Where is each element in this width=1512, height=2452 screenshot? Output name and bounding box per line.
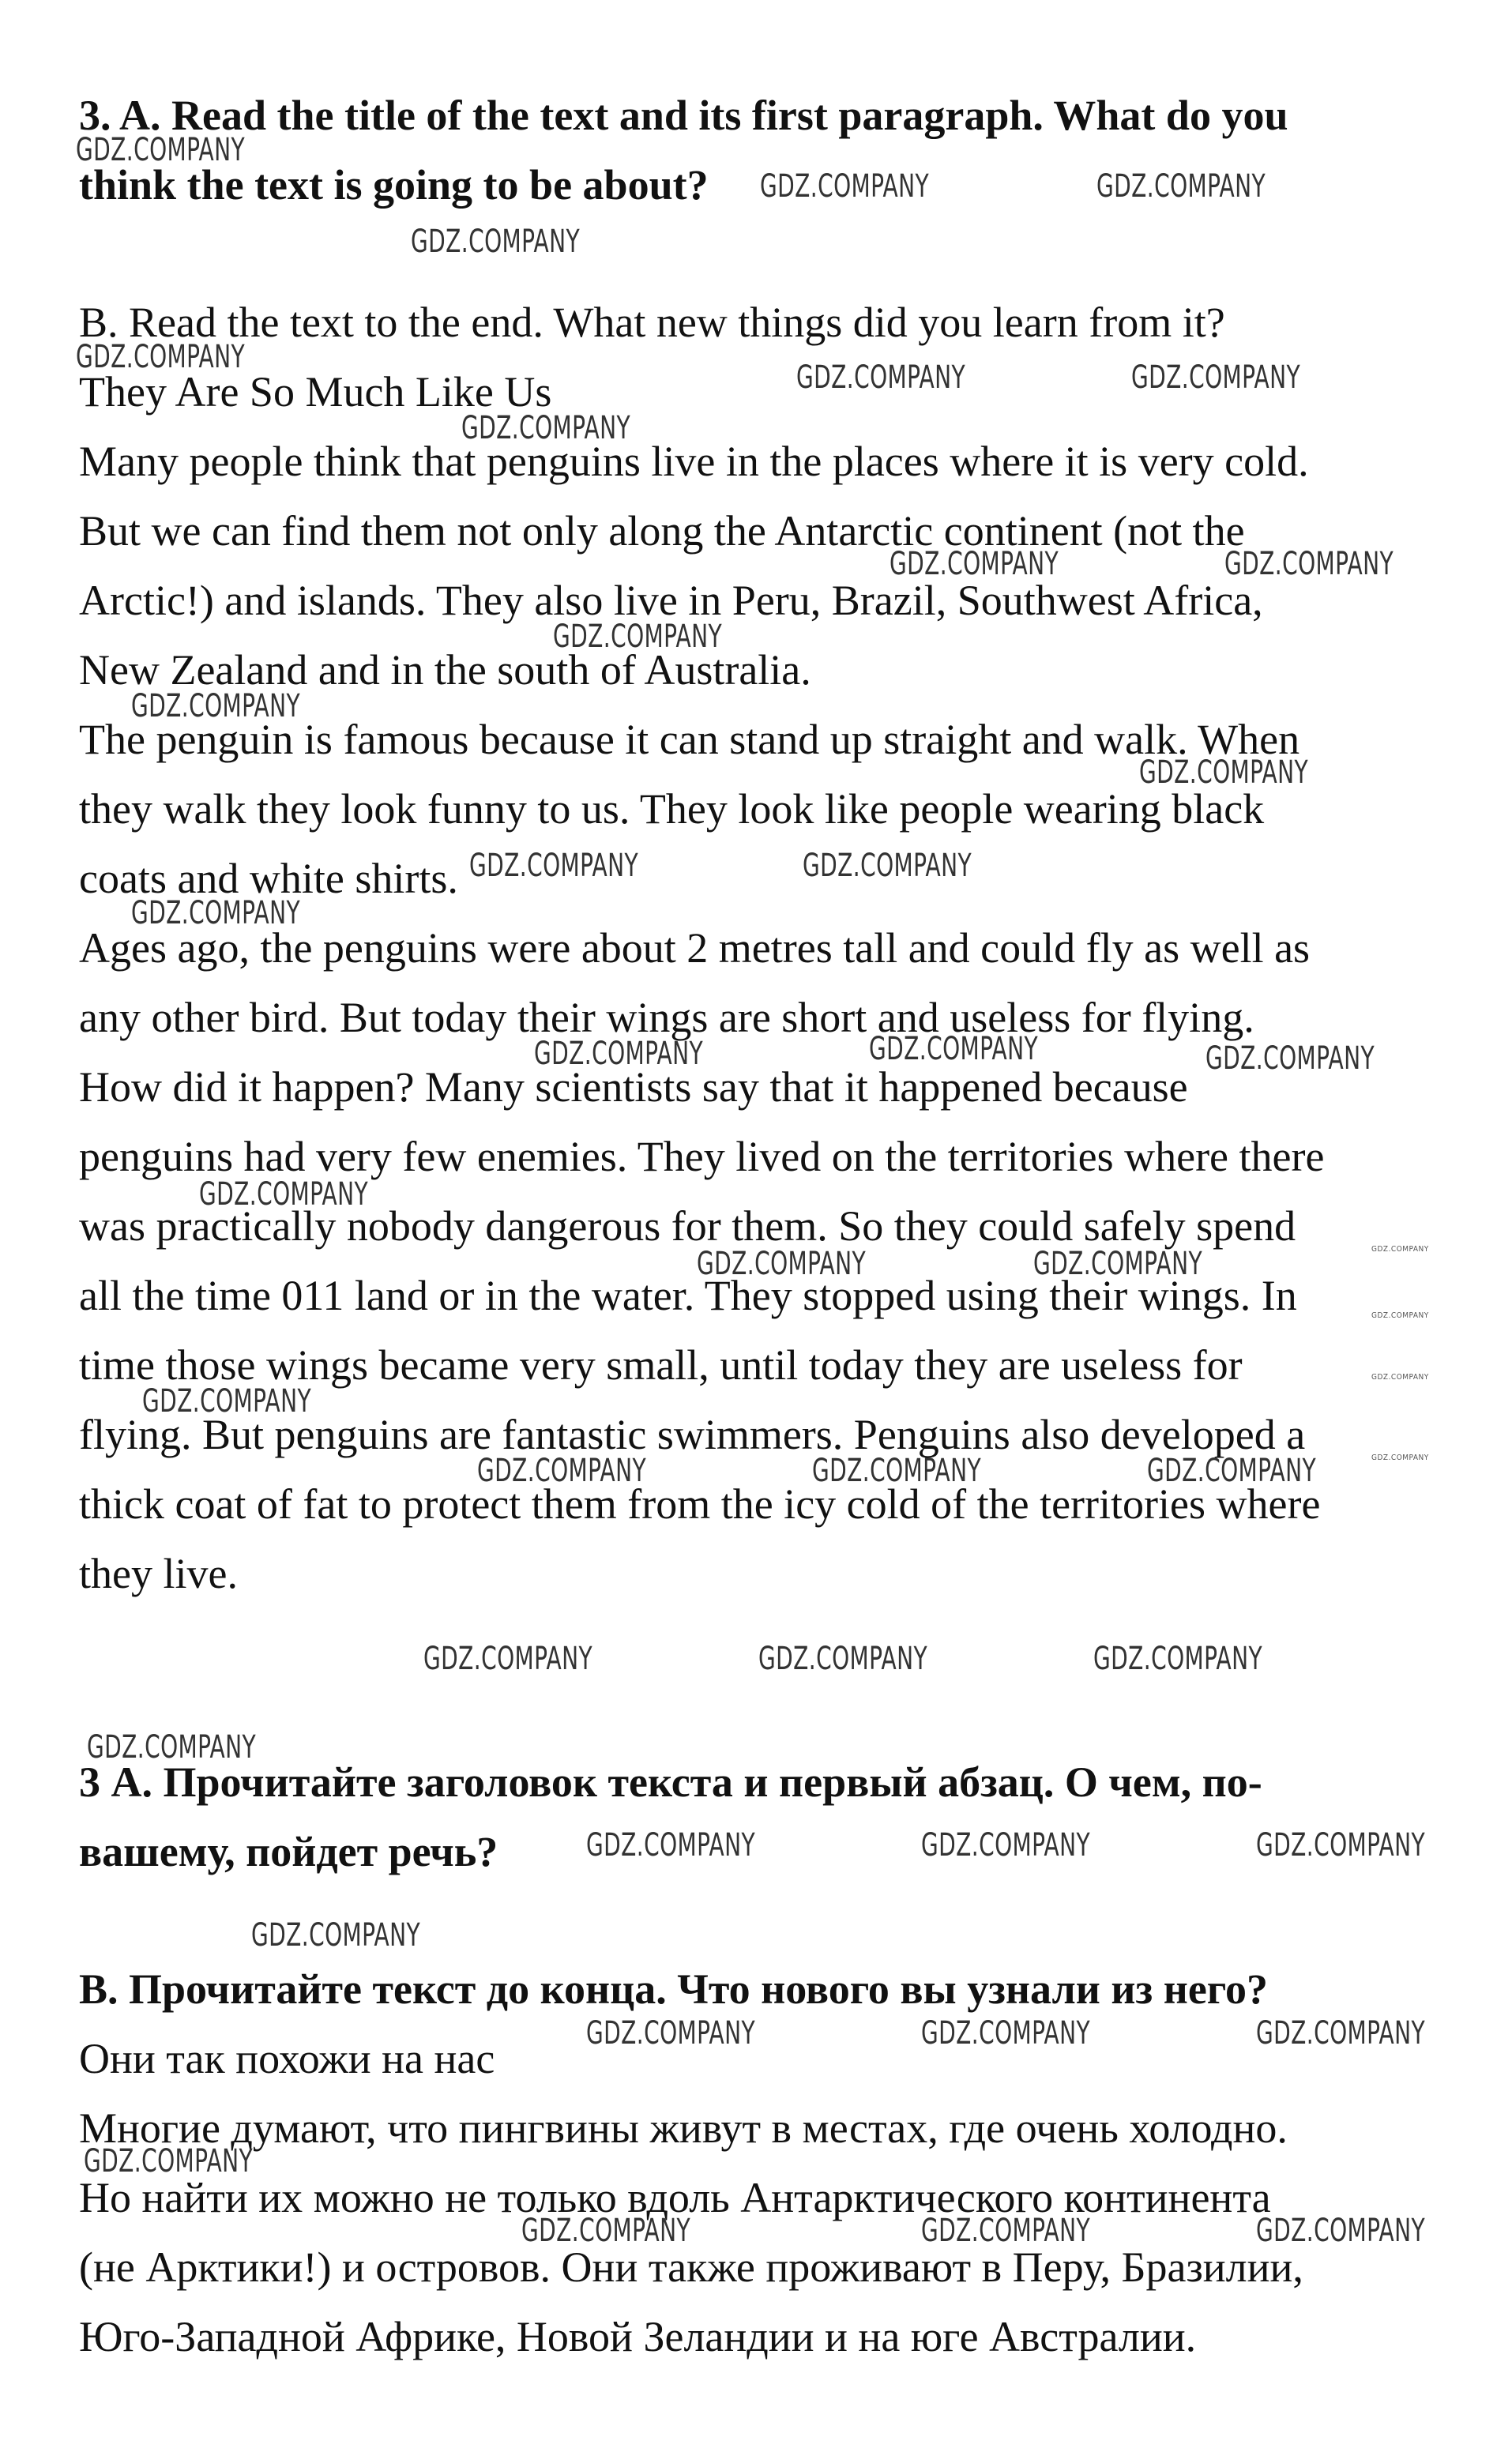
watermark: GDZ.COMPANY <box>586 2015 755 2051</box>
body-line: all the time 011 land or in the water. They stopped using their wings. In <box>79 1272 1297 1319</box>
watermark: GDZ.COMPANY <box>76 132 245 168</box>
ru-body-line: Многие думают, что пингвины живут в местах, где очень холодно. <box>79 2104 1288 2152</box>
body-line: was practically nobody dangerous for them. So they could safely spend <box>79 1202 1296 1250</box>
watermark: GDZ.COMPANY <box>142 1383 311 1420</box>
watermark: GDZ.COMPANY <box>87 1729 256 1766</box>
watermark: GDZ.COMPANY <box>1256 2015 1425 2051</box>
watermark: GDZ.COMPANY <box>131 895 300 931</box>
watermark: GDZ.COMPANY <box>251 1917 420 1954</box>
watermark: GDZ.COMPANY <box>1224 546 1394 582</box>
body-line: How did it happen? Many scientists say that it happened because <box>79 1063 1188 1111</box>
watermark: GDZ.COMPANY <box>1093 1641 1262 1677</box>
watermark: GDZ.COMPANY <box>1139 754 1308 791</box>
body-line: Many people think that penguins live in the places where it is very cold. <box>79 438 1309 485</box>
watermark: GDZ.COMPANY <box>760 168 929 205</box>
body-line: But we can find them not only along the Antarctic continent (not the <box>79 507 1245 555</box>
watermark: GDZ.COMPANY <box>921 2213 1090 2249</box>
watermark: GDZ.COMPANY <box>477 1453 646 1489</box>
ru-task-a-heading-line-1: 3 А. Прочитайте заголовок текста и первый абзац. О чем, по- <box>79 1758 1262 1806</box>
body-line: they live. <box>79 1550 238 1597</box>
body-line: Arctic!) and islands. They also live in Peru, Brazil, Southwest Africa, <box>79 577 1263 624</box>
ru-task-a-heading-line-2: вашему, пойдет речь? <box>79 1828 498 1875</box>
watermark: GDZ.COMPANY <box>1256 2213 1425 2249</box>
body-line: coats and white shirts. <box>79 855 458 902</box>
body-line: New Zealand and in the south of Australia. <box>79 646 811 694</box>
watermark: GDZ.COMPANY <box>461 410 630 446</box>
watermark: GDZ.COMPANY <box>890 546 1059 582</box>
watermark: GDZ.COMPANY <box>131 688 300 724</box>
watermark: GDZ.COMPANY <box>469 848 638 884</box>
watermark-small: GDZ.COMPANY <box>1371 1373 1429 1382</box>
watermark: GDZ.COMPANY <box>921 1827 1090 1863</box>
watermark: GDZ.COMPANY <box>586 1827 755 1863</box>
watermark: GDZ.COMPANY <box>1033 1246 1202 1282</box>
watermark: GDZ.COMPANY <box>553 619 722 655</box>
ru-body-line: (не Арктики!) и островов. Они также проживают в Перу, Бразилии, <box>79 2243 1303 2291</box>
watermark: GDZ.COMPANY <box>1256 1827 1425 1863</box>
watermark: GDZ.COMPANY <box>812 1453 981 1489</box>
ru-body-line: Но найти их можно не только вдоль Антарктического континента <box>79 2174 1271 2221</box>
watermark: GDZ.COMPANY <box>534 1036 703 1072</box>
watermark: GDZ.COMPANY <box>411 224 580 260</box>
watermark: GDZ.COMPANY <box>1131 359 1300 396</box>
watermark-small: GDZ.COMPANY <box>1371 1245 1429 1254</box>
body-line: any other bird. But today their wings are short and useless for flying. <box>79 994 1254 1041</box>
watermark: GDZ.COMPANY <box>84 2143 253 2179</box>
watermark: GDZ.COMPANY <box>697 1246 866 1282</box>
watermark: GDZ.COMPANY <box>803 848 972 884</box>
body-line: flying. But penguins are fantastic swimmers. Penguins also developed a <box>79 1411 1306 1458</box>
text-title: They Are So Much Like Us <box>79 368 552 416</box>
watermark: GDZ.COMPANY <box>869 1031 1038 1067</box>
task-b-heading: B. Read the text to the end. What new things did you learn from it? <box>79 299 1225 346</box>
body-line: they walk they look funny to us. They look like people wearing black <box>79 785 1265 833</box>
watermark: GDZ.COMPANY <box>921 2015 1090 2051</box>
watermark: GDZ.COMPANY <box>796 359 965 396</box>
ru-text-title: Они так похожи на нас <box>79 2035 495 2082</box>
ru-task-b-heading: В. Прочитайте текст до конца. Что нового вы узнали из него? <box>79 1965 1268 2013</box>
watermark-small: GDZ.COMPANY <box>1371 1311 1429 1320</box>
body-line: time those wings became very small, until today they are useless for <box>79 1341 1243 1389</box>
body-line: thick coat of fat to protect them from the icy cold of the territories where <box>79 1480 1321 1528</box>
watermark: GDZ.COMPANY <box>1205 1040 1375 1077</box>
body-line: The penguin is famous because it can stand up straight and walk. When <box>79 716 1300 763</box>
task-a-heading-line-1: 3. A. Read the title of the text and its first paragraph. What do you <box>79 92 1288 139</box>
watermark: GDZ.COMPANY <box>758 1641 927 1677</box>
watermark: GDZ.COMPANY <box>199 1176 368 1213</box>
watermark: GDZ.COMPANY <box>423 1641 592 1677</box>
watermark: GDZ.COMPANY <box>521 2213 690 2249</box>
watermark-small: GDZ.COMPANY <box>1371 1454 1429 1462</box>
watermark: GDZ.COMPANY <box>76 339 245 375</box>
task-a-heading-line-2: think the text is going to be about? <box>79 161 709 209</box>
body-line: penguins had very few enemies. They lived on the territories where there <box>79 1133 1325 1180</box>
ru-body-line: Юго-Западной Африке, Новой Зеландии и на юге Австралии. <box>79 2313 1197 2360</box>
watermark: GDZ.COMPANY <box>1147 1453 1316 1489</box>
body-line: Ages ago, the penguins were about 2 metres tall and could fly as well as <box>79 924 1311 972</box>
watermark: GDZ.COMPANY <box>1096 168 1266 205</box>
